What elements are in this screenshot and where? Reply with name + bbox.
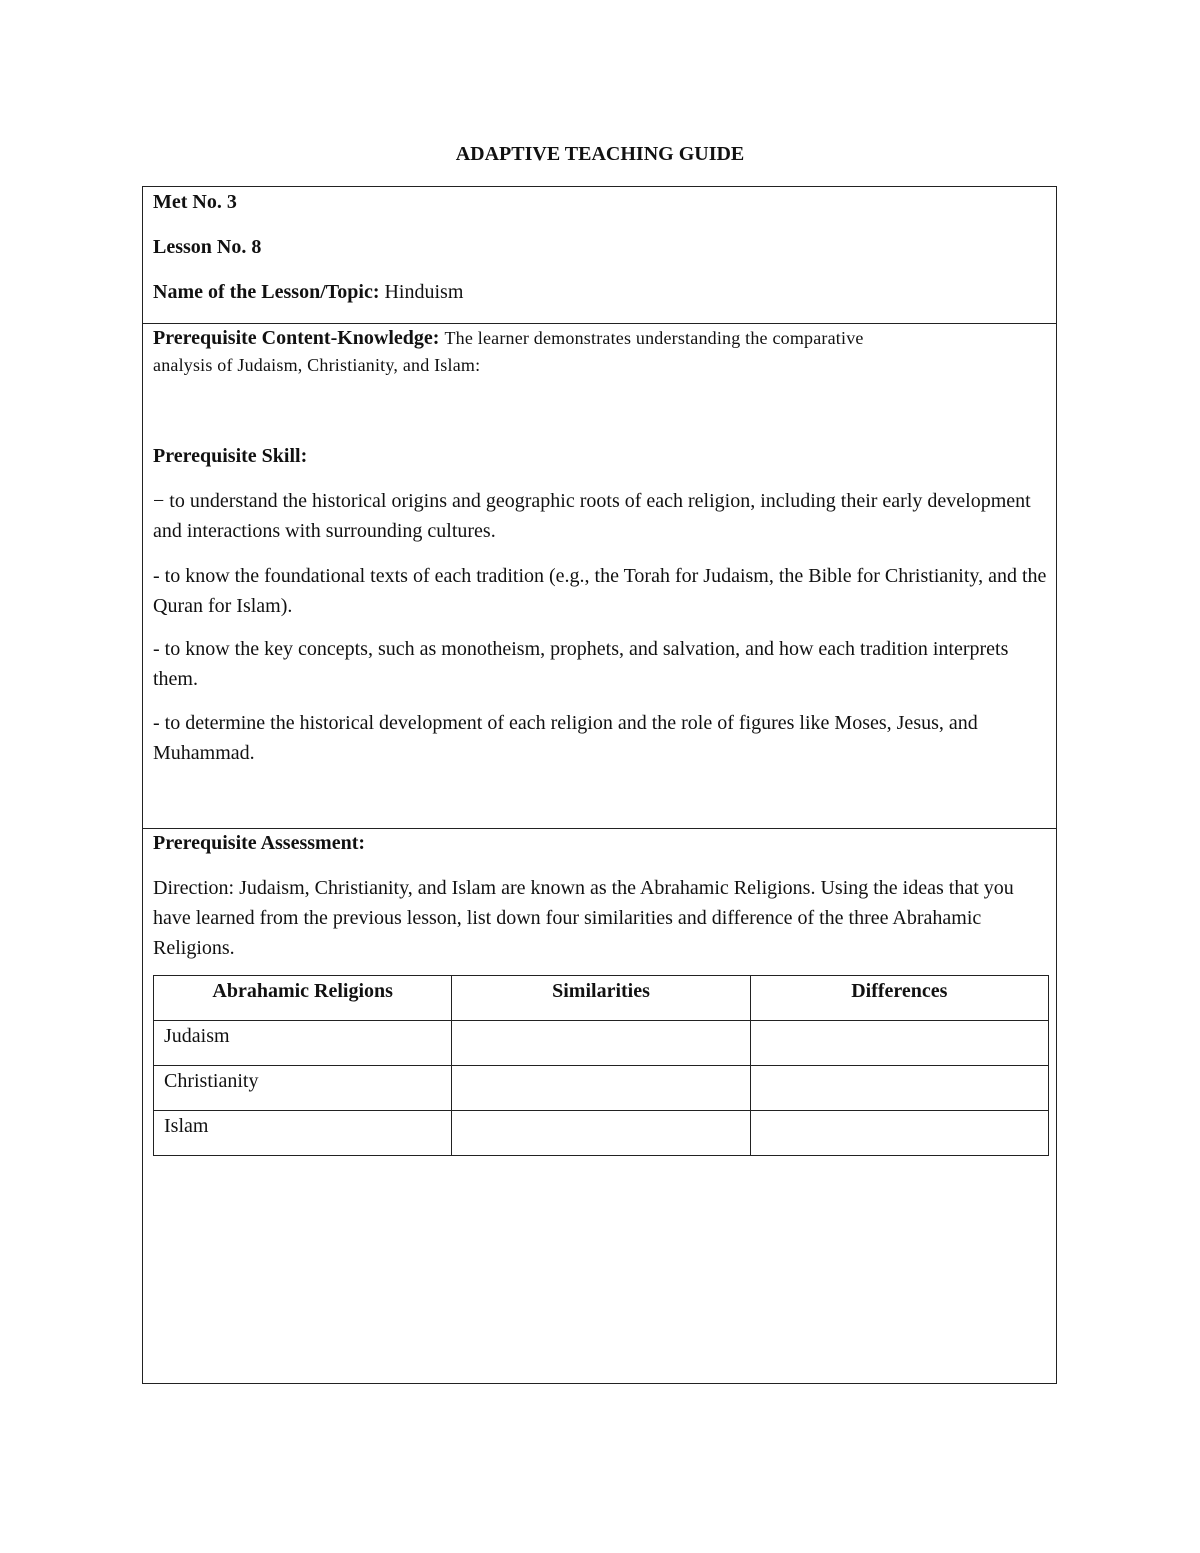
religion-cell: Christianity: [154, 1066, 452, 1111]
assessment-direction: Direction: Judaism, Christianity, and Islam are known as the Abrahamic Religions. Using the ideas that you have learned from the previous lesson, list down four similarities and difference of the three Abrahamic Religions.: [153, 877, 1014, 959]
prerequisites-section: [143, 323, 1056, 829]
skill-item: - to determine the historical development of each religion and the role of figures like Moses, Jesus, and Muhammad.: [153, 712, 978, 764]
lesson-topic: [153, 281, 463, 304]
lesson-number: Lesson No. 8: [153, 236, 262, 258]
met-number: Met No. 3: [153, 191, 237, 213]
column-header: Abrahamic Religions: [154, 976, 452, 1021]
table-row: [154, 1021, 1049, 1066]
table-row: [154, 1111, 1049, 1156]
religion-cell: Islam: [154, 1111, 452, 1156]
assessment-label: Prerequisite Assessment:: [153, 832, 366, 854]
table-row: [154, 1066, 1049, 1111]
lesson-info-section: [143, 187, 1056, 324]
skill-item: - to know the key concepts, such as monotheism, prophets, and salvation, and how each tradition interprets them.: [153, 638, 1009, 690]
table-header-row: [154, 976, 1049, 1021]
guide-form: [142, 186, 1057, 1384]
similarities-cell[interactable]: [452, 1021, 750, 1066]
skill-item: - to know the foundational texts of each tradition (e.g., the Torah for Judaism, the Bible for Christianity, and the Quran for Islam).: [153, 565, 1047, 617]
topic-value: Hinduism: [384, 281, 464, 303]
content-knowledge-text-2: analysis of Judaism, Christianity, and Islam:: [153, 355, 481, 375]
similarities-cell[interactable]: [452, 1066, 750, 1111]
column-header: Differences: [750, 976, 1048, 1021]
differences-cell[interactable]: [750, 1066, 1048, 1111]
assessment-section: [143, 828, 1056, 1385]
content-knowledge-text-1: The learner demonstrates understanding the comparative: [444, 328, 864, 348]
skill-item: − to understand the historical origins and geographic roots of each religion, including their early development and interactions with surrounding cultures.: [153, 490, 1031, 542]
religion-cell: Judaism: [154, 1021, 452, 1066]
content-knowledge-label: Prerequisite Content-Knowledge:: [153, 327, 440, 349]
content-knowledge-line-1: [153, 327, 864, 350]
differences-cell[interactable]: [750, 1021, 1048, 1066]
topic-label: Name of the Lesson/Topic:: [153, 281, 380, 303]
similarities-cell[interactable]: [452, 1111, 750, 1156]
skill-label: Prerequisite Skill:: [153, 445, 308, 467]
differences-cell[interactable]: [750, 1111, 1048, 1156]
religions-table: [153, 975, 1049, 1156]
document-title: ADAPTIVE TEACHING GUIDE: [455, 143, 745, 165]
column-header: Similarities: [452, 976, 750, 1021]
